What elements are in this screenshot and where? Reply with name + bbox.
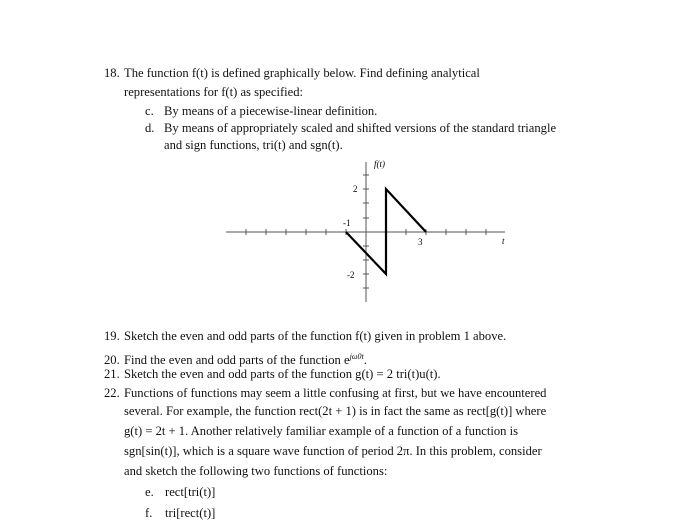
- item-c-label: c.: [145, 104, 154, 118]
- tick-label-x-pos: 3: [418, 237, 423, 247]
- p22-line5: and sketch the following two functions of functions:: [124, 464, 388, 478]
- f-axis-label: f(t): [374, 159, 385, 169]
- t-axis-label: t: [502, 236, 505, 246]
- item-c-text: By means of a piecewise-linear definition.: [164, 104, 378, 118]
- p21-number: 21.: [104, 367, 120, 381]
- p19-text: Sketch the even and odd parts of the function f(t) given in problem 1 above.: [124, 329, 507, 343]
- p20-number: 20.: [104, 353, 120, 368]
- p21-text: Sketch the even and odd parts of the function g(t) = 2 tri(t)u(t).: [124, 367, 441, 381]
- p18-line1-text: The function f(t) is defined graphically below. Find defining analytical: [124, 66, 480, 80]
- p20-end: .: [363, 353, 367, 368]
- item-f-label: f.: [145, 506, 153, 520]
- p22-line1: [104, 385, 546, 401]
- p21: [104, 366, 441, 382]
- p22-line3: g(t) = 2t + 1. Another relatively familiar example of a function of a function is: [124, 424, 518, 438]
- p18-line2: representations for f(t) as specified:: [124, 85, 304, 99]
- item-d-text1: By means of appropriately scaled and shifted versions of the standard triangle: [164, 121, 557, 135]
- p22-item-f: [145, 505, 215, 521]
- p20-text: Find the even and odd parts of the function e: [124, 353, 350, 368]
- p22-item-e: [145, 484, 215, 500]
- p22-line1-text: Functions of functions may seem a little confusing at first, but we have encountered: [124, 386, 547, 400]
- item-e-text: rect[tri(t)]: [165, 485, 216, 499]
- p19-number: 19.: [104, 329, 120, 343]
- item-f-text: tri[rect(t)]: [165, 506, 216, 520]
- p18-item-d-cont: and sign functions, tri(t) and sgn(t).: [164, 138, 343, 152]
- p20-exponent: jω0t: [349, 352, 364, 361]
- p22-line2: several. For example, the function rect(2t + 1) is in fact the same as rect[g(t)] where: [124, 404, 547, 418]
- p18-number: 18.: [104, 66, 120, 80]
- p22-line4: sgn[sin(t)], which is a square wave function of period 2π. In this problem, consider: [124, 444, 542, 458]
- item-e-label: e.: [145, 485, 154, 499]
- tick-label-x-neg: -1: [343, 218, 351, 228]
- p19: [104, 328, 506, 344]
- tick-label-y-neg: -2: [347, 270, 355, 280]
- item-d-label: d.: [145, 121, 155, 135]
- tick-label-y-pos: 2: [353, 184, 358, 194]
- p22-number: 22.: [104, 386, 120, 400]
